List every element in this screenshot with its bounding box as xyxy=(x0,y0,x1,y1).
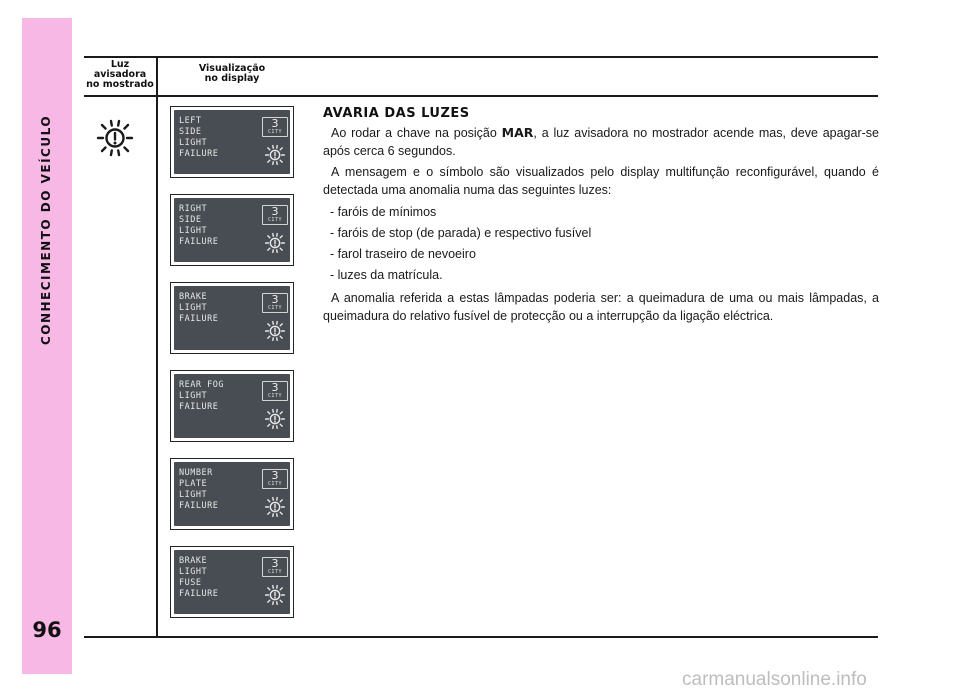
display-message-line: FAILURE xyxy=(179,237,219,247)
drive-mode-indicator xyxy=(262,469,288,489)
display-panel xyxy=(170,546,294,618)
list-item: - farol traseiro de nevoeiro xyxy=(330,247,476,261)
table-top-rule xyxy=(84,56,878,58)
display-message-line: FAILURE xyxy=(179,589,219,599)
drive-mode-number: 3 xyxy=(271,117,279,130)
section-title-text: CONHECIMENTO DO VEÍCULO xyxy=(39,114,54,346)
display-message-line: FAILURE xyxy=(179,149,219,159)
display-message-line: LIGHT xyxy=(179,391,208,401)
drive-mode-label: CITY xyxy=(267,129,283,135)
watermark: carmanualsonline.info xyxy=(682,669,867,690)
light-failure-display-icon xyxy=(264,320,286,342)
drive-mode-indicator xyxy=(262,293,288,313)
light-failure-display-icon xyxy=(264,144,286,166)
display-panel xyxy=(170,458,294,530)
light-failure-display-icon xyxy=(264,408,286,430)
drive-mode-label: CITY xyxy=(267,393,283,399)
display-message-line: REAR FOG xyxy=(179,380,224,390)
display-message-line: LIGHT xyxy=(179,567,208,577)
display-message xyxy=(179,116,218,160)
display-screen xyxy=(174,374,290,438)
display-message xyxy=(179,292,218,325)
display-panel xyxy=(170,282,294,354)
column-header-warning-light: Luz avisadora no mostrado xyxy=(86,59,154,90)
display-message xyxy=(179,556,218,600)
display-panel xyxy=(170,106,294,178)
display-screen xyxy=(174,550,290,614)
page-number: 96 xyxy=(32,618,62,642)
display-screen xyxy=(174,198,290,262)
drive-mode-indicator xyxy=(262,557,288,577)
display-screen xyxy=(174,462,290,526)
display-message-line: FUSE xyxy=(179,578,202,588)
column-divider xyxy=(156,56,158,637)
display-message-line: LIGHT xyxy=(179,303,208,313)
paragraph-3: A anomalia referida a estas lâmpadas poderia ser: a queimadura de uma ou mais lâmpadas, a queimadura do relativo fusível de protecção ou a interrupção da ligação eléctrica. xyxy=(323,291,879,323)
display-panel xyxy=(170,370,294,442)
light-failure-display-icon xyxy=(264,496,286,518)
drive-mode-label: CITY xyxy=(267,481,283,487)
display-message xyxy=(179,380,224,413)
table-bottom-rule xyxy=(84,636,878,638)
display-message-line: BRAKE xyxy=(179,556,208,566)
display-message-line: PLATE xyxy=(179,479,208,489)
drive-mode-number: 3 xyxy=(271,381,279,394)
display-screen xyxy=(174,286,290,350)
display-message xyxy=(179,204,218,248)
display-panel xyxy=(170,194,294,266)
display-message-line: LEFT xyxy=(179,116,202,126)
section-title xyxy=(26,40,66,420)
display-message-line: FAILURE xyxy=(179,402,219,412)
display-message-line: LIGHT xyxy=(179,490,208,500)
drive-mode-label: CITY xyxy=(267,217,283,223)
section-heading: AVARIA DAS LUZES xyxy=(323,106,470,121)
drive-mode-number: 3 xyxy=(271,557,279,570)
column-header-display: Visualização no display xyxy=(198,63,266,84)
display-message-line: SIDE xyxy=(179,127,202,137)
display-message-line: SIDE xyxy=(179,215,202,225)
display-message-line: FAILURE xyxy=(179,501,219,511)
list-item: - faróis de mínimos xyxy=(330,205,437,219)
paragraph-2: A mensagem e o símbolo são visualizados pelo display multifunção reconfigurável, quando é detectada uma anomalia numa das seguintes luzes: xyxy=(323,165,879,197)
display-message-line: NUMBER xyxy=(179,468,213,478)
drive-mode-label: CITY xyxy=(267,305,283,311)
paragraph-1: Ao rodar a chave na posição MAR, a luz avisadora no mostrador acende mas, deve apagar-se após cerca 6 segundos. xyxy=(323,125,879,158)
light-list xyxy=(323,202,879,286)
light-failure-display-icon xyxy=(264,232,286,254)
display-message-line: RIGHT xyxy=(179,204,208,214)
list-item: - faróis de stop (de parada) e respectivo fusível xyxy=(330,226,592,240)
table-header-rule xyxy=(84,95,878,97)
display-message-line: BRAKE xyxy=(179,292,208,302)
drive-mode-indicator xyxy=(262,117,288,137)
key-position-mar: MAR xyxy=(501,125,534,140)
drive-mode-number: 3 xyxy=(271,293,279,306)
drive-mode-label: CITY xyxy=(267,569,283,575)
display-message-line: LIGHT xyxy=(179,226,208,236)
light-failure-display-icon xyxy=(264,584,286,606)
exterior-light-failure-icon xyxy=(95,118,135,158)
display-message-line: LIGHT xyxy=(179,138,208,148)
list-item: - luzes da matrícula. xyxy=(330,268,443,282)
drive-mode-indicator xyxy=(262,381,288,401)
display-screen xyxy=(174,110,290,174)
drive-mode-indicator xyxy=(262,205,288,225)
display-message xyxy=(179,468,218,512)
drive-mode-number: 3 xyxy=(271,205,279,218)
display-message-line: FAILURE xyxy=(179,314,219,324)
drive-mode-number: 3 xyxy=(271,469,279,482)
content-section xyxy=(323,106,879,328)
